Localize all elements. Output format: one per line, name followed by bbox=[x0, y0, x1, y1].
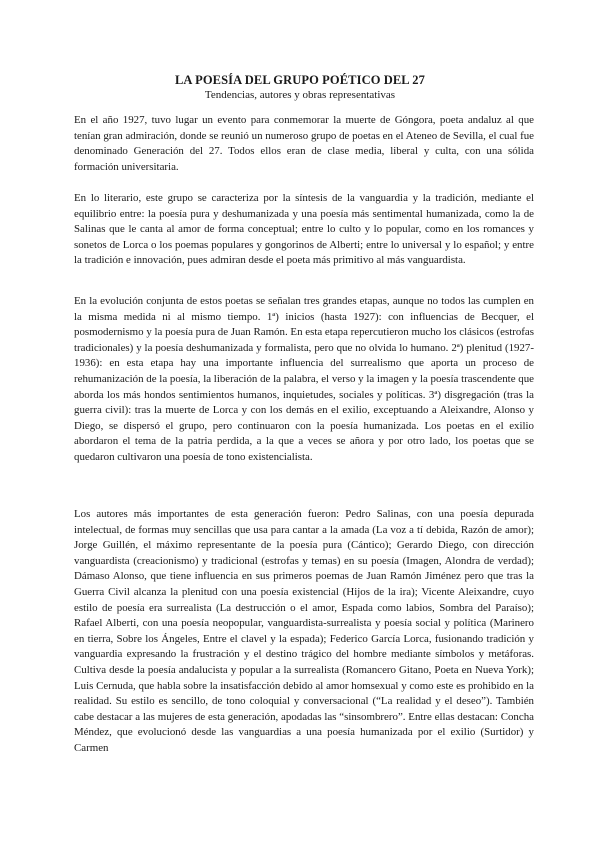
document-subtitle: Tendencias, autores y obras representativas bbox=[204, 89, 396, 101]
paragraph-intro: En el año 1927, tuvo lugar un evento para conmemorar la muerte de Góngora, poeta andaluz al que tenían gran admiración, donde se reunió un numeroso grupo de poetas en el Ateneo de Sevilla, el cual fue denominado Generación del 27. Todos ellos eran de clase media, liberal y culta, con una sólida formación universitaria. bbox=[74, 114, 534, 173]
paragraph-authors: Los autores más importantes de esta generación fueron: Pedro Salinas, con una poesía depurada intelectual, de formas muy sencillas que usa para cantar a la amada (La voz a tí debida, Razón de amor); Jorge Guillén, el máximo representante de la poesía pura (Cántico); Gerardo Diego, con dirección vanguardista (creacionismo) y tradicional (estrofas y temas) en su poesía (Imagen, Alondra de verdad); Dámaso Alonso, que tiene influencia en sus primeros poemas de Juan Ramón Jiménez pero que tras la Guerra Civil alcanza la plenitud con una poesía existencial (Hijos de la ira); Vicente Aleixandre, cuyo estilo de poesía era surrealista (La destrucción o el amor, Espada como labios, Sombra del Paraíso); Rafael Alberti, con una poesía neopopular, vanguardista-surrealista y poesía social y política (Marinero en tierra, Sobre los Ángeles, Entre el clavel y la espada); Federico García Lorca, fusionando tradición y vanguardia expresando la frustración y el destino trágico del hombre mediante símbolos y metáforas. Cultiva desde la poesía andalucista y popular a la surrealista (Romancero Gitano, Poeta en Nueva York); Luis Cernuda, que habla sobre la insatisfacción debido al amor homsexual y como este es prohibido en la realidad. Su estilo es sencillo, de tono coloquial y conversacional (“La realidad y el deseo”). También cabe destacar a las mujeres de esta generación, apodadas las “sinsombrero”. Entre ellas destacan: Concha Méndez, que evolucionó desde las vanguardias a una poesía humanizada por el exilio (Surtidor) y Carmen bbox=[74, 508, 534, 754]
document-title: LA POESÍA DEL GRUPO POÉTICO DEL 27 bbox=[175, 73, 425, 87]
paragraph-stages: En la evolución conjunta de estos poetas se señalan tres grandes etapas, aunque no todos las cumplen en la misma medida ni al mismo tiempo. 1ª) inicios (hasta 1927): con influencias de Becquer, el posmodernismo y la poesía pura de Juan Ramón. En esta etapa repercutieron mucho los clásicos (estrofas tradicionales) y la poesía deshumanizada y formalista, pero que no olvida lo humano. 2ª) plenitud (1927-1936): en esta etapa hay una importante influencia del surrealismo que aporta un proceso de rehumanización de la poesía, la liberación de la palabra, el verso y la imagen y la poesía trascendente que aborda los más hondos sentimientos humanos, inquietudes, sociales y políticas. 3ª) disgregación (tras la guerra civil): tras la muerte de Lorca y con los demás en el exilio, exceptuando a Aleixandre, Alonso y Diego, se dispersó el grupo, pero continuaron con la poesía humanizada. Los poetas en el exilio abordaron el tema de la patria perdida, a la que a veces se añora y por otro lado, los poetas que se quedaron cultivaron una poesía de tono existencialista. bbox=[74, 295, 534, 463]
paragraph-characteristics: En lo literario, este grupo se caracteriza por la síntesis de la vanguardia y la tradición, mediante el equilibrio entre: la poesía pura y deshumanizada y una poesía más sentimental humanizada, como la de Salinas que le canta al amor de forma conceptual; entre lo culto y lo popular, como en los romances y sonetos de Lorca o los poemas populares y gongorinos de Alberti; entre lo universal y lo español; y entre la tradición e innovación, pues admiran desde el poeta más primitivo al más vanguardista. bbox=[74, 192, 534, 267]
